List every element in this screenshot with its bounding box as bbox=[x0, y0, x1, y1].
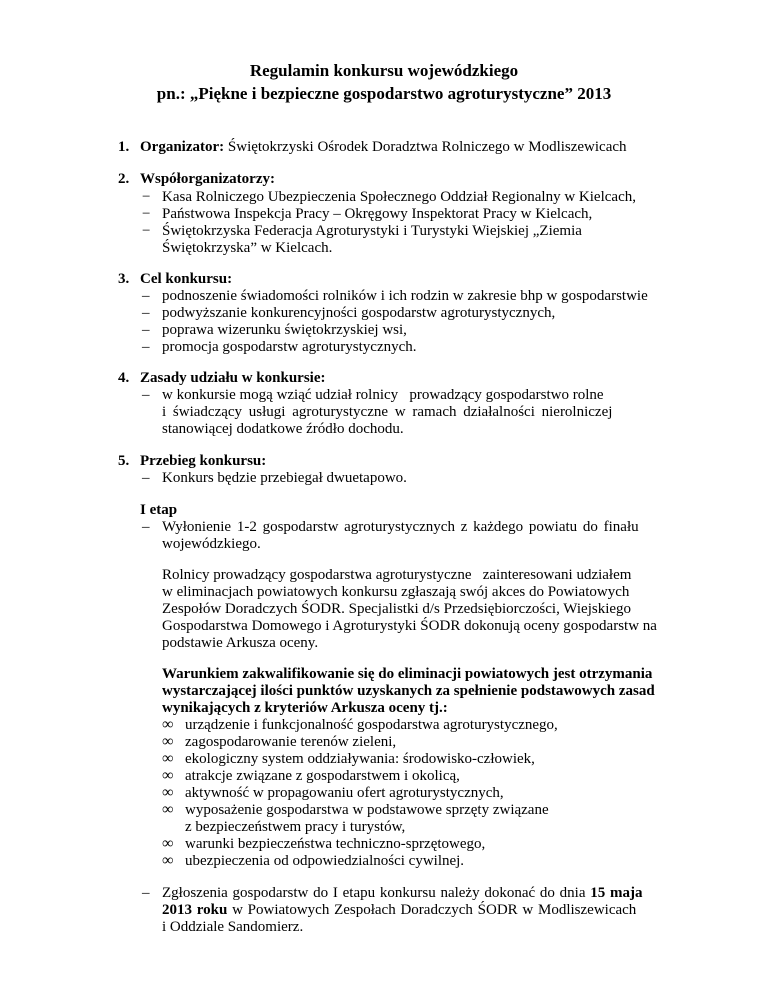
infinity-bullet-icon: ∞ bbox=[162, 784, 174, 801]
infinity-bullet-icon: ∞ bbox=[162, 801, 174, 818]
list-item: promocja gospodarstw agroturystycznych. bbox=[162, 339, 417, 355]
paragraph-line: podstawie Arkusza oceny. bbox=[162, 635, 319, 651]
criteria-item: warunki bezpieczeństwa techniczno-sprzętowego, bbox=[185, 836, 486, 852]
section-1-label: Organizator: bbox=[140, 139, 225, 155]
infinity-bullet-icon: ∞ bbox=[162, 733, 174, 750]
criteria-item: urządzenie i funkcjonalność gospodarstwa agroturystycznego, bbox=[185, 717, 558, 733]
section-3-number: 3. bbox=[118, 271, 130, 287]
section-2-number: 2. bbox=[118, 171, 130, 187]
section-1-text: Świętokrzyski Ośrodek Doradztwa Rolniczego w Modliszewicach bbox=[227, 139, 627, 155]
paragraph-line: i świadczący usługi agroturystyczne w ramach działalności nierolniczej bbox=[162, 404, 613, 420]
bullet-dash: − bbox=[142, 223, 151, 239]
section-4-number: 4. bbox=[118, 370, 130, 386]
final-text-part2: w Powiatowych Zespołach Doradczych ŚODR w Modliszewicach bbox=[232, 902, 637, 918]
criteria-item: ubezpieczenia od odpowiedzialności cywilnej. bbox=[185, 853, 465, 869]
bullet-dash: – bbox=[142, 339, 150, 355]
infinity-bullet-icon: ∞ bbox=[162, 852, 174, 869]
bullet-dash: − bbox=[142, 206, 151, 222]
bold-paragraph-line: wynikających z kryteriów Arkusza oceny tj.: bbox=[162, 700, 448, 716]
section-1 bbox=[140, 139, 627, 156]
document-title-line1: Regulamin konkursu wojewódzkiego bbox=[249, 61, 519, 80]
criteria-item: atrakcje związane z gospodarstwem i okolicą, bbox=[185, 768, 460, 784]
section-2-label: Współorganizatorzy: bbox=[140, 171, 275, 187]
bullet-dash: – bbox=[142, 387, 150, 403]
paragraph-line: Wyłonienie 1-2 gospodarstw agroturystycznych z każdego powiatu do finału bbox=[162, 519, 639, 535]
final-paragraph-line2 bbox=[162, 902, 636, 919]
infinity-bullet-icon: ∞ bbox=[162, 750, 174, 767]
infinity-bullet-icon: ∞ bbox=[162, 767, 174, 784]
list-item: Świętokrzyska Federacja Agroturystyki i Turystyki Wiejskiej „Ziemia bbox=[162, 223, 582, 239]
paragraph-line: Rolnicy prowadzący gospodarstwa agroturystyczne zainteresowani udziałem bbox=[162, 567, 632, 583]
section-5-number: 5. bbox=[118, 453, 130, 469]
criteria-item: ekologiczny system oddziaływania: środowisko-człowiek, bbox=[185, 751, 535, 767]
criteria-item: wyposażenie gospodarstwa w podstawowe sprzęty związane bbox=[185, 802, 549, 818]
paragraph-line: stanowiącej dodatkowe źródło dochodu. bbox=[162, 421, 404, 437]
paragraph-line: wojewódzkiego. bbox=[162, 536, 261, 552]
final-text-part1: Zgłoszenia gospodarstw do I etapu konkursu należy dokonać do dnia bbox=[162, 885, 586, 901]
section-1-number: 1. bbox=[118, 139, 130, 155]
section-3-label: Cel konkursu: bbox=[140, 271, 233, 287]
final-paragraph-line1 bbox=[162, 885, 642, 902]
bullet-dash: – bbox=[142, 470, 150, 486]
section-4-label: Zasady udziału w konkursie: bbox=[140, 370, 326, 386]
bullet-dash: – bbox=[142, 288, 150, 304]
bullet-dash: – bbox=[142, 322, 150, 338]
infinity-bullet-icon: ∞ bbox=[162, 835, 174, 852]
bullet-dash: – bbox=[142, 305, 150, 321]
list-item: Konkurs będzie przebiegał dwuetapowo. bbox=[162, 470, 407, 486]
stage-label: I etap bbox=[140, 502, 178, 518]
list-item: Kasa Rolniczego Ubezpieczenia Społecznego Oddział Regionalny w Kielcach, bbox=[162, 189, 636, 205]
list-item: Państwowa Inspekcja Pracy – Okręgowy Inspektorat Pracy w Kielcach, bbox=[162, 206, 593, 222]
final-paragraph-line3: i Oddziale Sandomierz. bbox=[162, 919, 304, 935]
infinity-bullet-icon: ∞ bbox=[162, 716, 174, 733]
bold-paragraph-line: Warunkiem zakwalifikowanie się do eliminacji powiatowych jest otrzymania bbox=[162, 666, 653, 682]
section-5-label: Przebieg konkursu: bbox=[140, 453, 267, 469]
bold-paragraph-line: wystarczającej ilości punktów uzyskanych za spełnienie podstawowych zasad bbox=[162, 683, 655, 699]
list-item: podwyższanie konkurencyjności gospodarstw agroturystycznych, bbox=[162, 305, 556, 321]
list-item: poprawa wizerunku świętokrzyskiej wsi, bbox=[162, 322, 407, 338]
criteria-item-continuation: z bezpieczeństwem pracy i turystów, bbox=[185, 819, 406, 835]
final-date-day: 15 maja bbox=[590, 885, 643, 901]
list-item: podnoszenie świadomości rolników i ich rodzin w zakresie bhp w gospodarstwie bbox=[162, 288, 648, 304]
criteria-item: aktywność w propagowaniu ofert agroturystycznych, bbox=[185, 785, 504, 801]
paragraph-line: Gospodarstwa Domowego i Agroturystyki ŚODR dokonują oceny gospodarstw na bbox=[162, 618, 657, 634]
final-date-year: 2013 roku bbox=[162, 902, 228, 918]
bullet-dash: – bbox=[142, 885, 150, 901]
bullet-dash: – bbox=[142, 519, 150, 535]
paragraph-line: Zespołów Doradczych ŚODR. Specjalistki d/s Przedsiębiorczości, Wiejskiego bbox=[162, 601, 632, 617]
document-title-line2: pn.: „Piękne i bezpieczne gospodarstwo agroturystyczne” 2013 bbox=[156, 84, 612, 103]
criteria-item: zagospodarowanie terenów zieleni, bbox=[185, 734, 397, 750]
paragraph-line: w eliminacjach powiatowych konkursu zgłaszają swój akces do Powiatowych bbox=[162, 584, 630, 600]
bullet-dash: − bbox=[142, 189, 151, 205]
list-item-continuation: Świętokrzyska” w Kielcach. bbox=[162, 240, 333, 256]
paragraph-line: w konkursie mogą wziąć udział rolnicy prowadzący gospodarstwo rolne bbox=[162, 387, 604, 403]
